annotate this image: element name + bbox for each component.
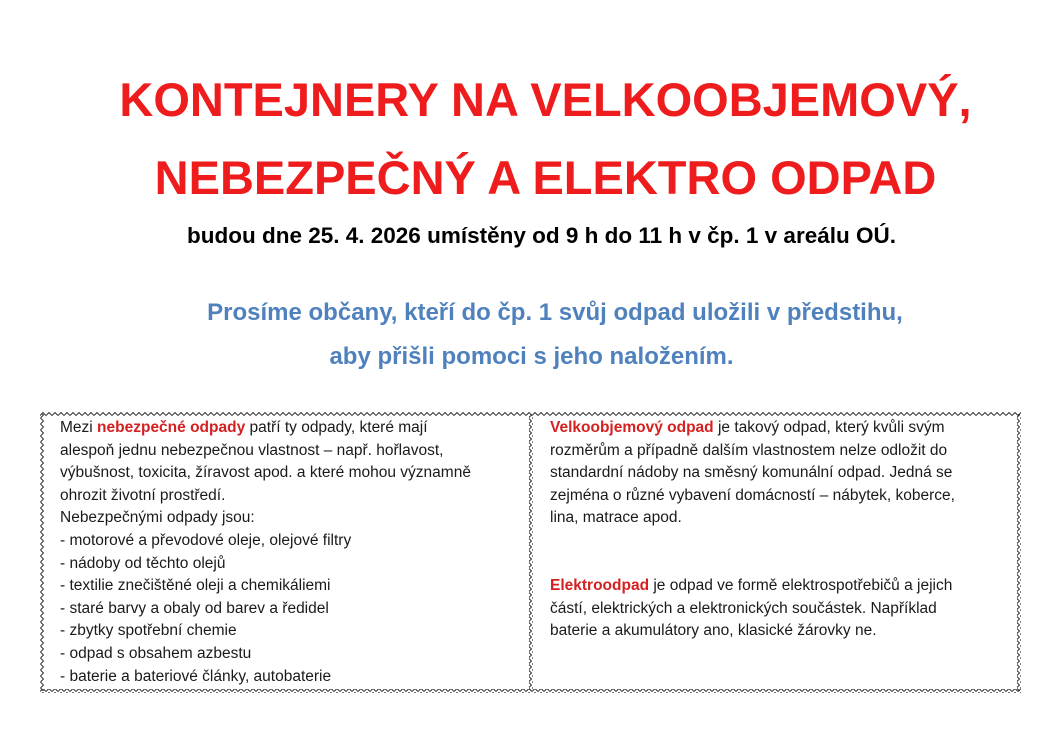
list-item: - motorové a převodové oleje, olejové filtry [60,531,352,549]
intro-line: ohrozit životní prostředí. [60,486,226,504]
bulky-line: rozměrům a případně dalším vlastnostem nelze odložit do [550,441,948,459]
list-item: - nádoby od těchto olejů [60,554,226,572]
info-box [40,412,1021,693]
bulky-line: lina, matrace apod. [550,509,682,527]
intro-prefix: Mezi [60,419,98,436]
list-item: - zbytky spotřební chemie [60,622,237,640]
list-item: - odpad s obsahem azbestu [60,644,252,662]
list-item: - baterie a bateriové články, autobaterie [60,667,332,685]
electro-line: je odpad ve formě elektrospotřebičů a jejich [649,576,953,594]
bulky-line: je takový odpad, který kvůli svým [713,419,945,436]
title-line-1: KONTEJNERY NA VELKOOBJEMOVÝ, [119,73,972,126]
appeal-line-1: Prosíme občany, kteří do čp. 1 svůj odpad uložili v předstihu, [207,299,903,326]
hazardous-waste-column [60,417,520,688]
spacer [550,530,1010,575]
list-item: - staré barvy a obaly od barev a ředidel [60,599,329,617]
bulky-highlight: Velkoobjemový odpad [550,419,714,436]
bulky-line: standardní nádoby na směsný komunální odpad. Jedná se [550,464,953,482]
bulky-electro-column [550,417,1010,643]
intro-line: patří ty odpady, které mají [245,419,428,436]
list-item: - textilie znečištěné oleji a chemikáliemi [60,577,331,595]
hazardous-intro [60,417,520,507]
bulky-waste-paragraph [550,417,1010,530]
intro-line: výbušnost, toxicita, žíravost apod. a které mohou významně [60,464,471,482]
date-subtitle: budou dne 25. 4. 2026 umístěny od 9 h do 11 h v čp. 1 v areálu OÚ. [187,223,896,248]
title-line-2: NEBEZPEČNÝ A ELEKTRO ODPAD [154,151,937,204]
electro-highlight: Elektroodpad [550,576,650,594]
bulky-line: zejména o různé vybavení domácností – nábytek, koberce, [550,486,955,504]
intro-line: alespoň jednu nebezpečnou vlastnost – např. hořlavost, [60,441,444,459]
electro-line: částí, elektrických a elektronických součástek. Například [550,599,937,617]
appeal-line-2: aby přišli pomoci s jeho naložením. [329,343,734,370]
electro-line: baterie a akumulátory ano, klasické žárovky ne. [550,622,877,640]
electro-waste-paragraph [550,575,1010,643]
hazardous-list-heading: Nebezpečnými odpady jsou: [60,509,255,527]
hazardous-highlight: nebezpečné odpady [97,419,246,436]
